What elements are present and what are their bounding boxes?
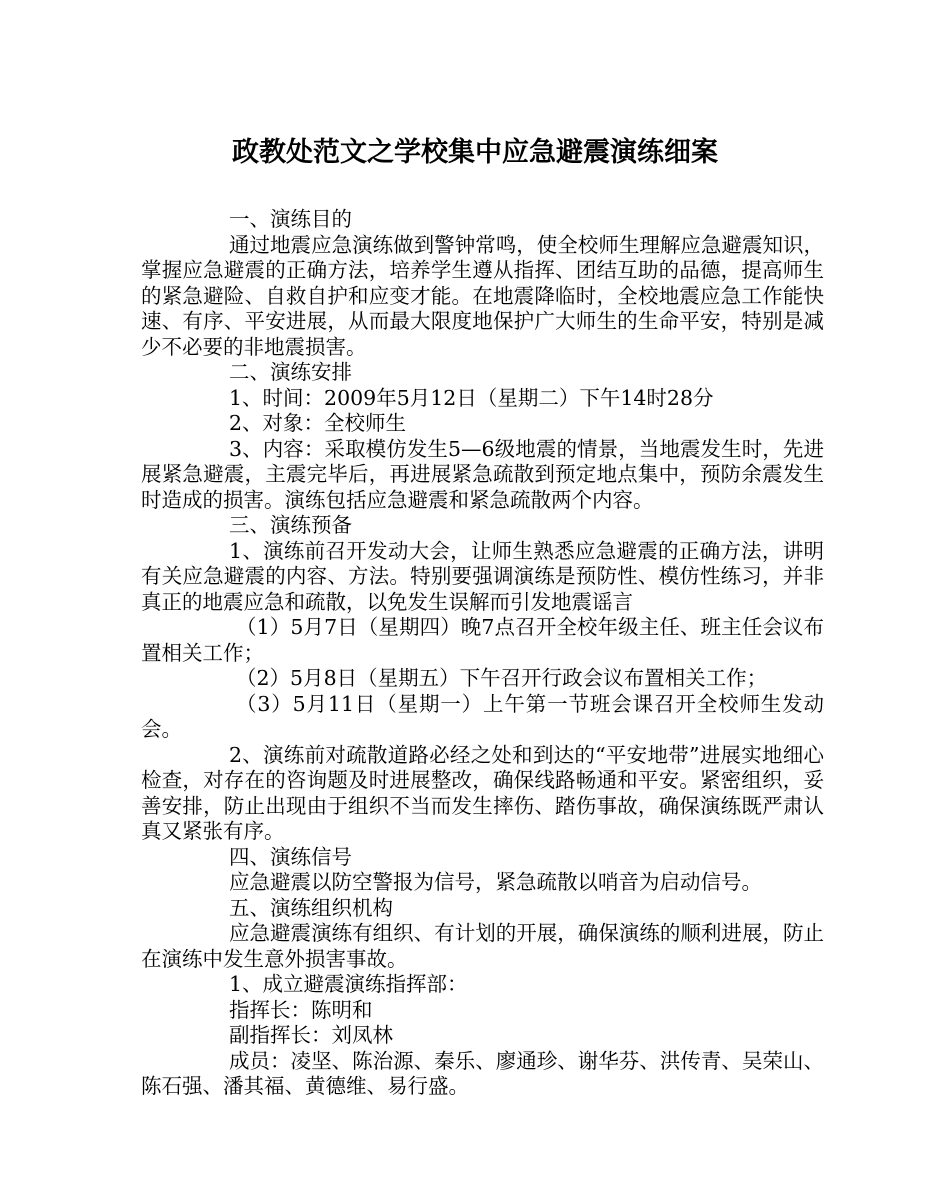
paragraph: 应急避震以防空警报为信号，紧急疏散以哨音为启动信号。 <box>229 870 762 894</box>
paragraph: 1、时间：2009年5月12日（星期二）下午14时28分 <box>229 385 714 410</box>
section-heading-organization: 五、演练组织机构 <box>229 895 393 920</box>
paragraph: 指挥长：陈明和 <box>229 997 373 1022</box>
paragraph: （1）5月7日（星期四）晚7点召开全校年级主任、班主任会议布置相关工作； <box>141 615 824 665</box>
paragraph: 1、演练前召开发动大会，让师生熟悉应急避震的正确方法，讲明有关应急避震的内容、方法。特别要强调演练是预防性、模仿性练习，并非真正的地震应急和疏散，以免发生误解而引发地震谣言 <box>141 538 824 614</box>
paragraph: 3、内容：采取模仿发生5—6级地震的情景，当地震发生时，先进展紧急避震，主震完毕后，再进展紧急疏散到预定地点集中，预防余震发生时造成的损害。演练包括应急避震和紧急疏散两个内容。 <box>141 436 824 512</box>
paragraph: 副指挥长：刘凤林 <box>229 1023 393 1047</box>
paragraph: （3）5月11日（星期一）上午第一节班会课召开全校师生发动会。 <box>141 691 824 741</box>
document-title: 政教处范文之学校集中应急避震演练细案 <box>232 137 718 168</box>
paragraph: 1、成立避震演练指挥部： <box>229 972 468 996</box>
section-heading-preparation: 三、演练预备 <box>229 513 352 537</box>
paragraph: 2、演练前对疏散道路必经之处和到达的“平安地带”进展实地细心检查，对存在的咨询题及时进展整改，确保线路畅通和平安。紧密组织，妥善安排，防止出现由于组织不当而发生摔伤、踏伤事故，确保演练既严肃认真又紧张有序。 <box>141 742 824 843</box>
paragraph: 通过地震应急演练做到警钟常鸣，使全校师生理解应急避震知识，掌握应急避震的正确方法，培养学生遵从指挥、团结互助的品德，提高师生的紧急避险、自救自护和应变才能。在地震降临时，全校地震应急工作能快速、有序、平安进展，从而最大限度地保护广大师生的生命平安，特别是减少不必要的非地震损害。 <box>141 232 824 359</box>
paragraph: 2、对象：全校师生 <box>229 411 407 435</box>
section-heading-signal: 四、演练信号 <box>229 844 352 869</box>
paragraph: 应急避震演练有组织、有计划的开展，确保演练的顺利进展，防止在演练中发生意外损害事故。 <box>141 921 824 971</box>
section-heading-arrangement: 二、演练安排 <box>229 360 352 384</box>
paragraph: 成员：凌坚、陈治源、秦乐、廖通珍、谢华芬、洪传青、吴荣山、陈石强、潘其福、黄德维、易行盛。 <box>141 1048 824 1098</box>
document-body <box>141 207 824 1100</box>
section-heading-purpose: 一、演练目的 <box>229 207 352 231</box>
paragraph: （2）5月8日（星期五）下午召开行政会议布置相关工作； <box>236 666 768 690</box>
